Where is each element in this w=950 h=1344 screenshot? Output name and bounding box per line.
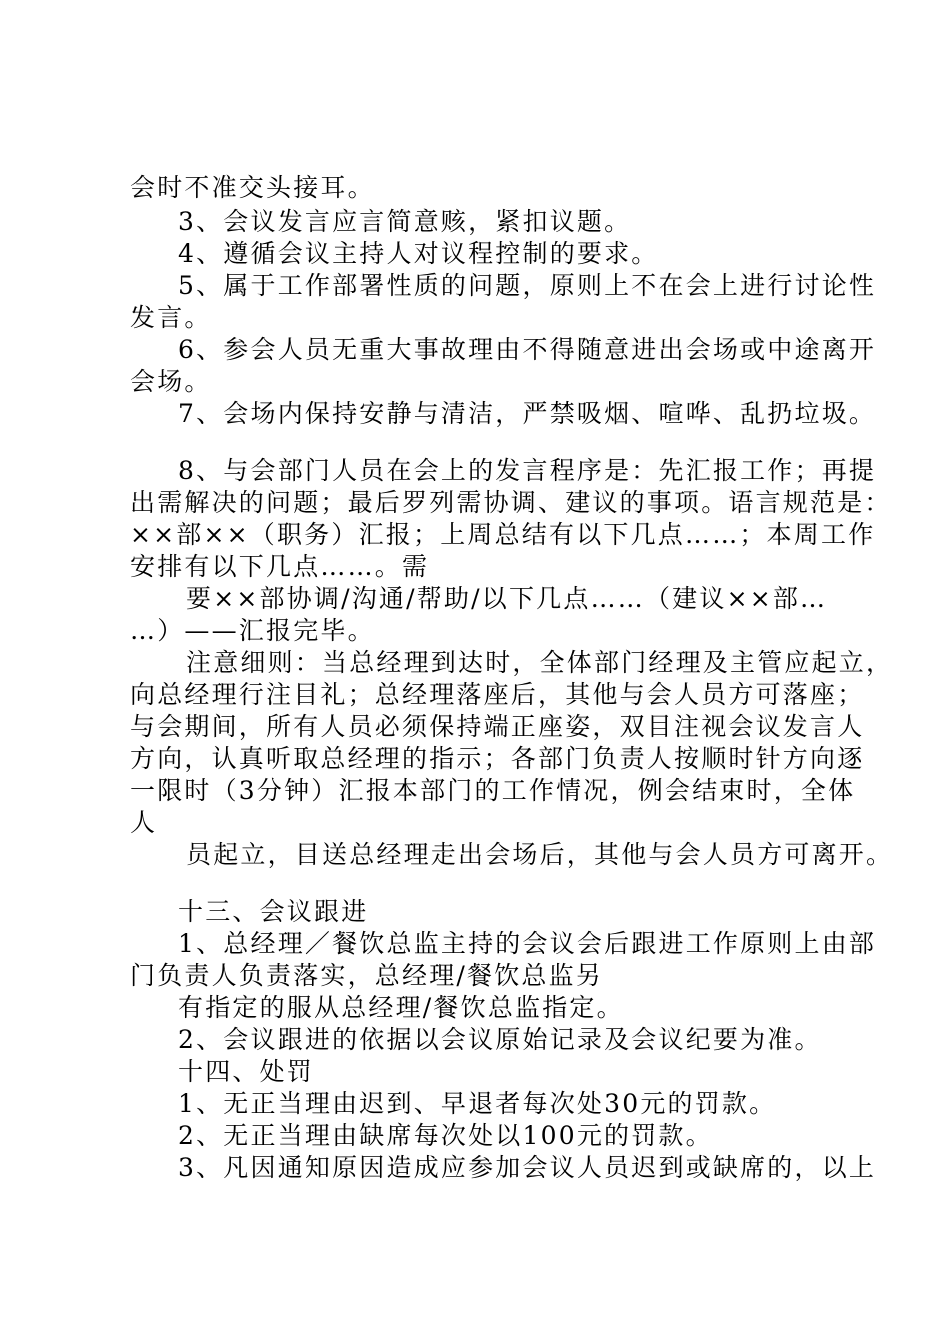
text-line: 向总经理行注目礼；总经理落座后，其他与会人员方可落座； — [130, 680, 865, 709]
text-line: 1、总经理／餐饮总监主持的会议会后跟进工作原则上由部 — [178, 929, 877, 958]
text-line: 一限时（3分钟）汇报本部门的工作情况，例会结束时，全体 — [130, 776, 856, 805]
section-heading: 十三、会议跟进 — [178, 897, 369, 926]
text-line: 5、属于工作部署性质的问题，原则上不在会上进行讨论性 — [178, 271, 877, 300]
text-line: 有指定的服从总经理/餐饮总监指定。 — [178, 993, 624, 1022]
text-line: 7、会场内保持安静与清洁，严禁吸烟、喧哗、乱扔垃圾。 — [178, 399, 877, 428]
text-line: 4、遵循会议主持人对议程控制的要求。 — [178, 239, 659, 268]
text-line: 人 — [130, 808, 158, 837]
text-line: …）——汇报完毕。 — [130, 616, 375, 645]
text-line: 员起立，目送总经理走出会场后，其他与会人员方可离开。 — [186, 840, 894, 869]
text-line: 2、会议跟进的依据以会议原始记录及会议纪要为准。 — [178, 1025, 822, 1054]
text-line: 方向，认真听取总经理的指示；各部门负责人按顺时针方向逐 — [130, 744, 865, 773]
text-line: 门负责人负责落实，总经理/餐饮总监另 — [130, 961, 604, 990]
text-line: 6、参会人员无重大事故理由不得随意进出会场或中途离开 — [178, 335, 877, 364]
text-line: 注意细则：当总经理到达时，全体部门经理及主管应起立， — [186, 648, 894, 677]
text-line: 会场。 — [130, 367, 212, 396]
text-line: ××部××（职务）汇报；上周总结有以下几点……；本周工作 — [130, 520, 876, 549]
text-line: 要××部协调/沟通/帮助/以下几点……（建议××部… — [186, 584, 828, 613]
text-line: 安排有以下几点……。需 — [130, 552, 430, 581]
text-line: 2、无正当理由缺席每次处以100元的罚款。 — [178, 1121, 713, 1150]
text-line: 3、会议发言应言简意赅，紧扣议题。 — [178, 207, 632, 236]
text-line: 发言。 — [130, 303, 212, 332]
text-line: 8、与会部门人员在会上的发言程序是：先汇报工作；再提 — [178, 456, 877, 485]
text-line: 会时不准交头接耳。 — [130, 173, 375, 202]
text-line: 3、凡因通知原因造成应参加会议人员迟到或缺席的，以上 — [178, 1153, 877, 1182]
text-line: 1、无正当理由迟到、早退者每次处30元的罚款。 — [178, 1089, 777, 1118]
section-heading: 十四、处罚 — [178, 1057, 315, 1086]
text-line: 与会期间，所有人员必须保持端正座姿，双目注视会议发言人 — [130, 712, 865, 741]
text-line: 出需解决的问题；最后罗列需协调、建议的事项。语言规范是： — [130, 488, 892, 517]
